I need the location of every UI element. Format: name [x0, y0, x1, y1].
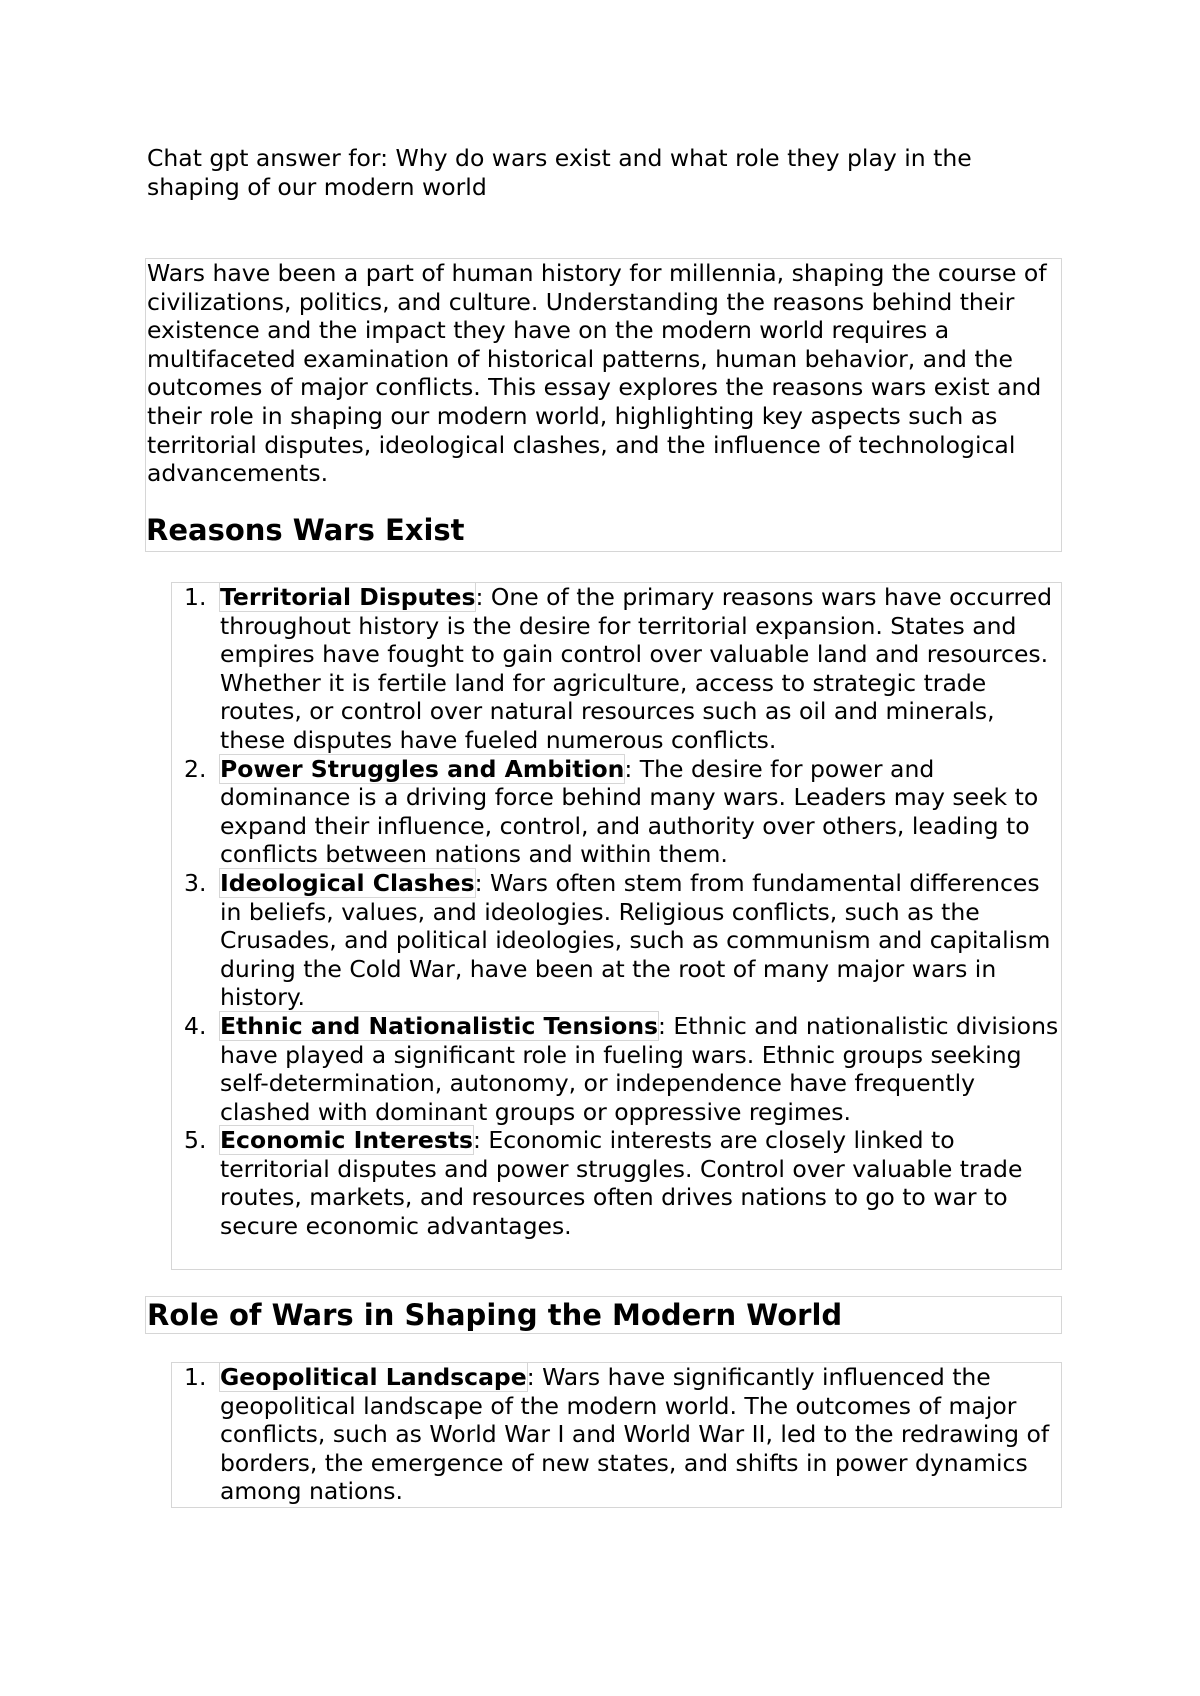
list-item-term: Ethnic and Nationalistic Tensions	[220, 1011, 659, 1040]
document-title: Chat gpt answer for: Why do wars exist and what role they play in the shaping of our modern world	[147, 144, 972, 201]
roles-list-box	[171, 1362, 1062, 1508]
intro-paragraph: Wars have been a part of human history for millennia, shaping the course of civilizations, politics, and culture. Understanding the reasons behind their existence and the impact they have on the modern world requires a multifaceted examination of historical patterns, human behavior, and the outcomes of major conflicts. This essay explores the reasons wars exist and their role in shaping our modern world, highlighting key aspects such as territorial disputes, ideological clashes, and the influence of technological advancements.	[147, 259, 1047, 488]
list-item-term: Ideological Clashes	[220, 868, 475, 897]
list-item-text: : Economic interests are closely linked to territorial disputes and power struggles. Control over valuable trade routes, markets, and resources often drives nations to go to war to secure economic advantages.	[220, 1126, 1023, 1241]
list-item-number: 1.	[184, 1363, 207, 1391]
list-item-term: Power Struggles and Ambition	[220, 754, 625, 783]
list-item-number: 5.	[184, 1126, 207, 1155]
list-item-number: 3.	[184, 868, 207, 897]
list-item-number: 2.	[184, 754, 207, 783]
list-item	[172, 1126, 1061, 1240]
list-item-number: 4.	[184, 1011, 207, 1040]
list-item	[172, 755, 1061, 869]
list-item-number: 1.	[184, 583, 207, 611]
reasons-list	[172, 583, 1061, 1241]
roles-heading: Role of Wars in Shaping the Modern World	[147, 1298, 843, 1332]
list-item-text: : Ethnic and nationalistic divisions have played a significant role in fueling wars. Ethnic groups seeking self-determination, autonomy, or independence have frequently clashed with dominant groups or oppressive regimes.	[220, 1011, 1059, 1126]
list-item-text: : Wars often stem from fundamental differences in beliefs, values, and ideologies. Religious conflicts, such as the Crusades, and political ideologies, such as communism and capitalism during the Cold War, have been at the root of many major wars in history.	[220, 868, 1051, 1012]
intro-box	[145, 258, 1062, 552]
list-item-term: Economic Interests	[220, 1126, 474, 1155]
list-item	[172, 869, 1061, 1012]
list-item-term: Geopolitical Landscape	[220, 1363, 527, 1391]
list-item	[172, 583, 1061, 755]
list-item	[172, 1012, 1061, 1126]
list-item-term: Territorial Disputes	[220, 583, 476, 611]
roles-list	[172, 1363, 1061, 1506]
reasons-heading: Reasons Wars Exist	[146, 513, 465, 547]
list-item-text: : One of the primary reasons wars have occurred throughout history is the desire for territorial expansion. States and empires have fought to gain control over valuable land and resources. Whether it is fertile land for agriculture, access to strategic trade routes, or control over natural resources such as oil and minerals, these disputes have fueled numerous conflicts.	[220, 583, 1053, 754]
list-item	[172, 1363, 1061, 1506]
list-item-text: : The desire for power and dominance is a driving force behind many wars. Leaders may seek to expand their influence, control, and authority over others, leading to conflicts between nations and within them.	[220, 754, 1039, 869]
reasons-list-box	[171, 582, 1062, 1270]
roles-heading-box	[145, 1296, 1062, 1334]
list-item-text: : Wars have significantly influenced the geopolitical landscape of the modern world. The outcomes of major conflicts, such as World War I and World War II, led to the redrawing of borders, the emergence of new states, and shifts in power dynamics among nations.	[220, 1363, 1050, 1506]
